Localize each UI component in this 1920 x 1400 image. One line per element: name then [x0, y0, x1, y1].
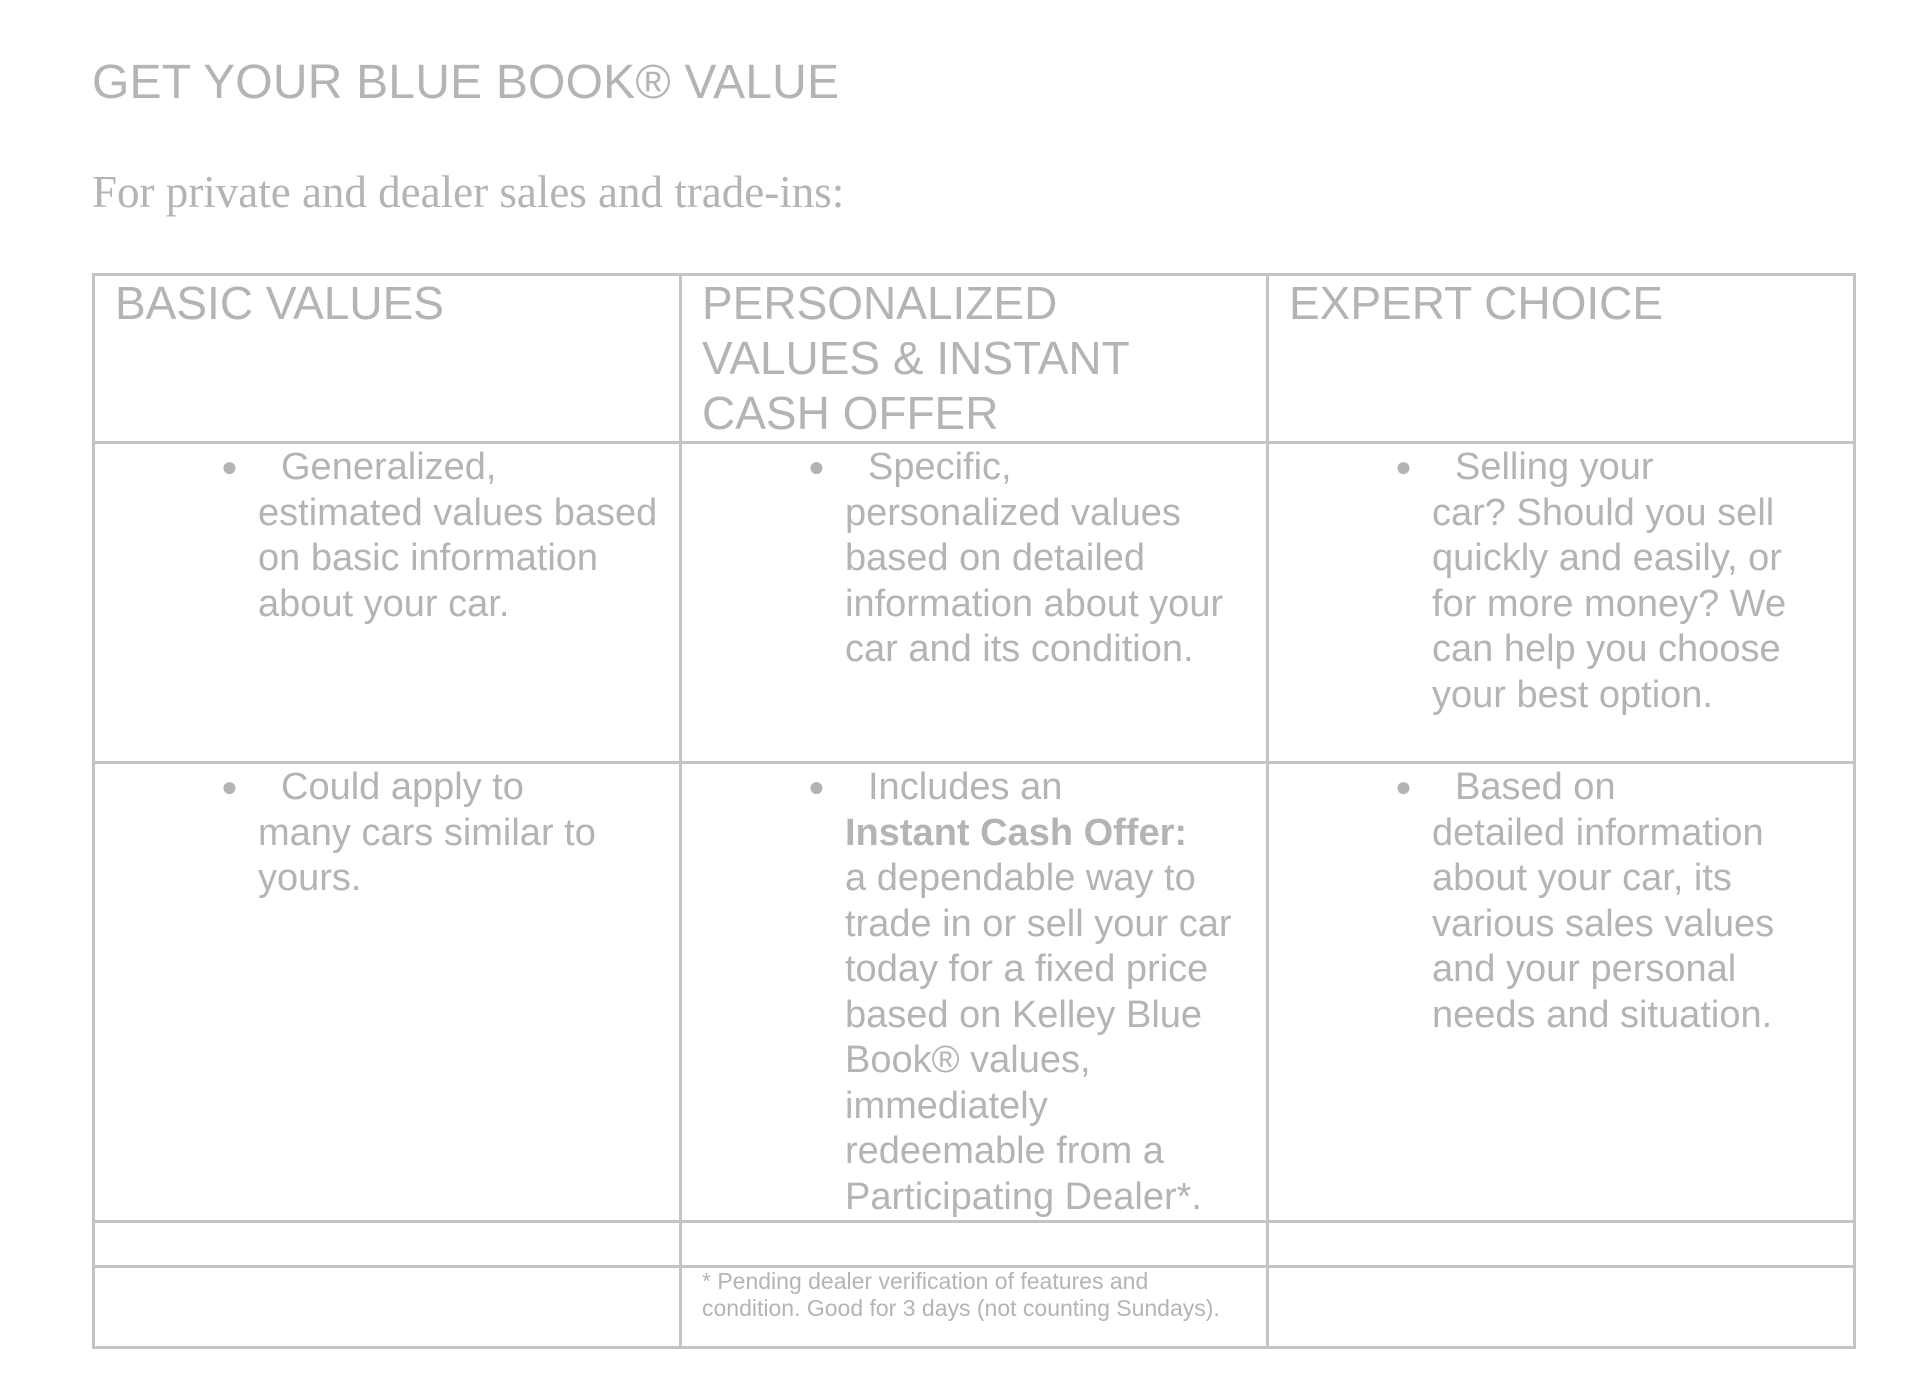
bullet-lead: Based on [1455, 766, 1616, 808]
empty-cell [1268, 1267, 1855, 1348]
table-cell [94, 443, 681, 763]
instant-cash-offer-label: Instant Cash Offer: [845, 811, 1188, 854]
table-cell [1268, 763, 1855, 1222]
table-cell [681, 443, 1268, 763]
table-row [94, 443, 1855, 763]
bullet-text: personalized values based on detailed information about your car and its condition. [845, 491, 1224, 670]
bullet-icon: ● [221, 451, 238, 482]
bullet-icon: ● [1395, 771, 1412, 802]
page-title: GET YOUR BLUE BOOK® VALUE [92, 56, 840, 109]
comparison-table [92, 273, 1856, 1349]
bullet-icon: ● [221, 771, 238, 802]
bullet-text: estimated values based on basic information about your car. [258, 491, 658, 625]
footnote-row [94, 1267, 1855, 1348]
list-item [682, 764, 1266, 1220]
table-cell [94, 763, 681, 1222]
bullet-text: a dependable way to trade in or sell your car today for a fixed price based on Kelley Blue Book® values, immediately redeemable from a Participating Dealer*. [845, 857, 1232, 1218]
list-item [1269, 764, 1853, 1038]
bullet-lead: Includes an [868, 766, 1063, 808]
table-row [94, 763, 1855, 1222]
column-heading-personalized-values: PERSONALIZED VALUES & INSTANT CASH OFFER [702, 277, 1129, 439]
bullet-icon: ● [808, 771, 825, 802]
header-cell-personalized [681, 275, 1268, 443]
column-heading-basic-values: BASIC VALUES [115, 277, 444, 329]
bullet-text: detailed information about your car, its various sales values and your personal needs and situation. [1432, 811, 1775, 1036]
footnote: * Pending dealer verification of features and condition. Good for 3 days (not counting Sundays). [702, 1268, 1220, 1321]
empty-table-row [94, 1222, 1855, 1267]
bullet-icon: ● [1395, 451, 1412, 482]
header-cell-basic [94, 275, 681, 443]
empty-cell [94, 1222, 681, 1267]
column-heading-expert-choice: EXPERT CHOICE [1289, 277, 1664, 329]
list-item [682, 444, 1266, 673]
list-item [95, 764, 679, 902]
bullet-lead: Specific, [868, 446, 1012, 488]
footnote-cell [681, 1267, 1268, 1348]
empty-cell [681, 1222, 1268, 1267]
bullet-icon: ● [808, 451, 825, 482]
page-subtitle: For private and dealer sales and trade-ins: [92, 167, 845, 217]
table-cell [681, 763, 1268, 1222]
header-cell-expert [1268, 275, 1855, 443]
empty-cell [94, 1267, 681, 1348]
table-header-row [94, 275, 1855, 443]
bullet-lead: Selling your [1455, 446, 1654, 488]
bullet-text: many cars similar to yours. [258, 811, 596, 899]
empty-cell [1268, 1222, 1855, 1267]
list-item [1269, 444, 1853, 718]
list-item [95, 444, 679, 627]
bullet-lead: Generalized, [281, 446, 497, 488]
table-cell [1268, 443, 1855, 763]
bullet-lead: Could apply to [281, 766, 524, 808]
bullet-text: car? Should you sell quickly and easily, or for more money? We can help you choose your best option. [1432, 491, 1787, 716]
